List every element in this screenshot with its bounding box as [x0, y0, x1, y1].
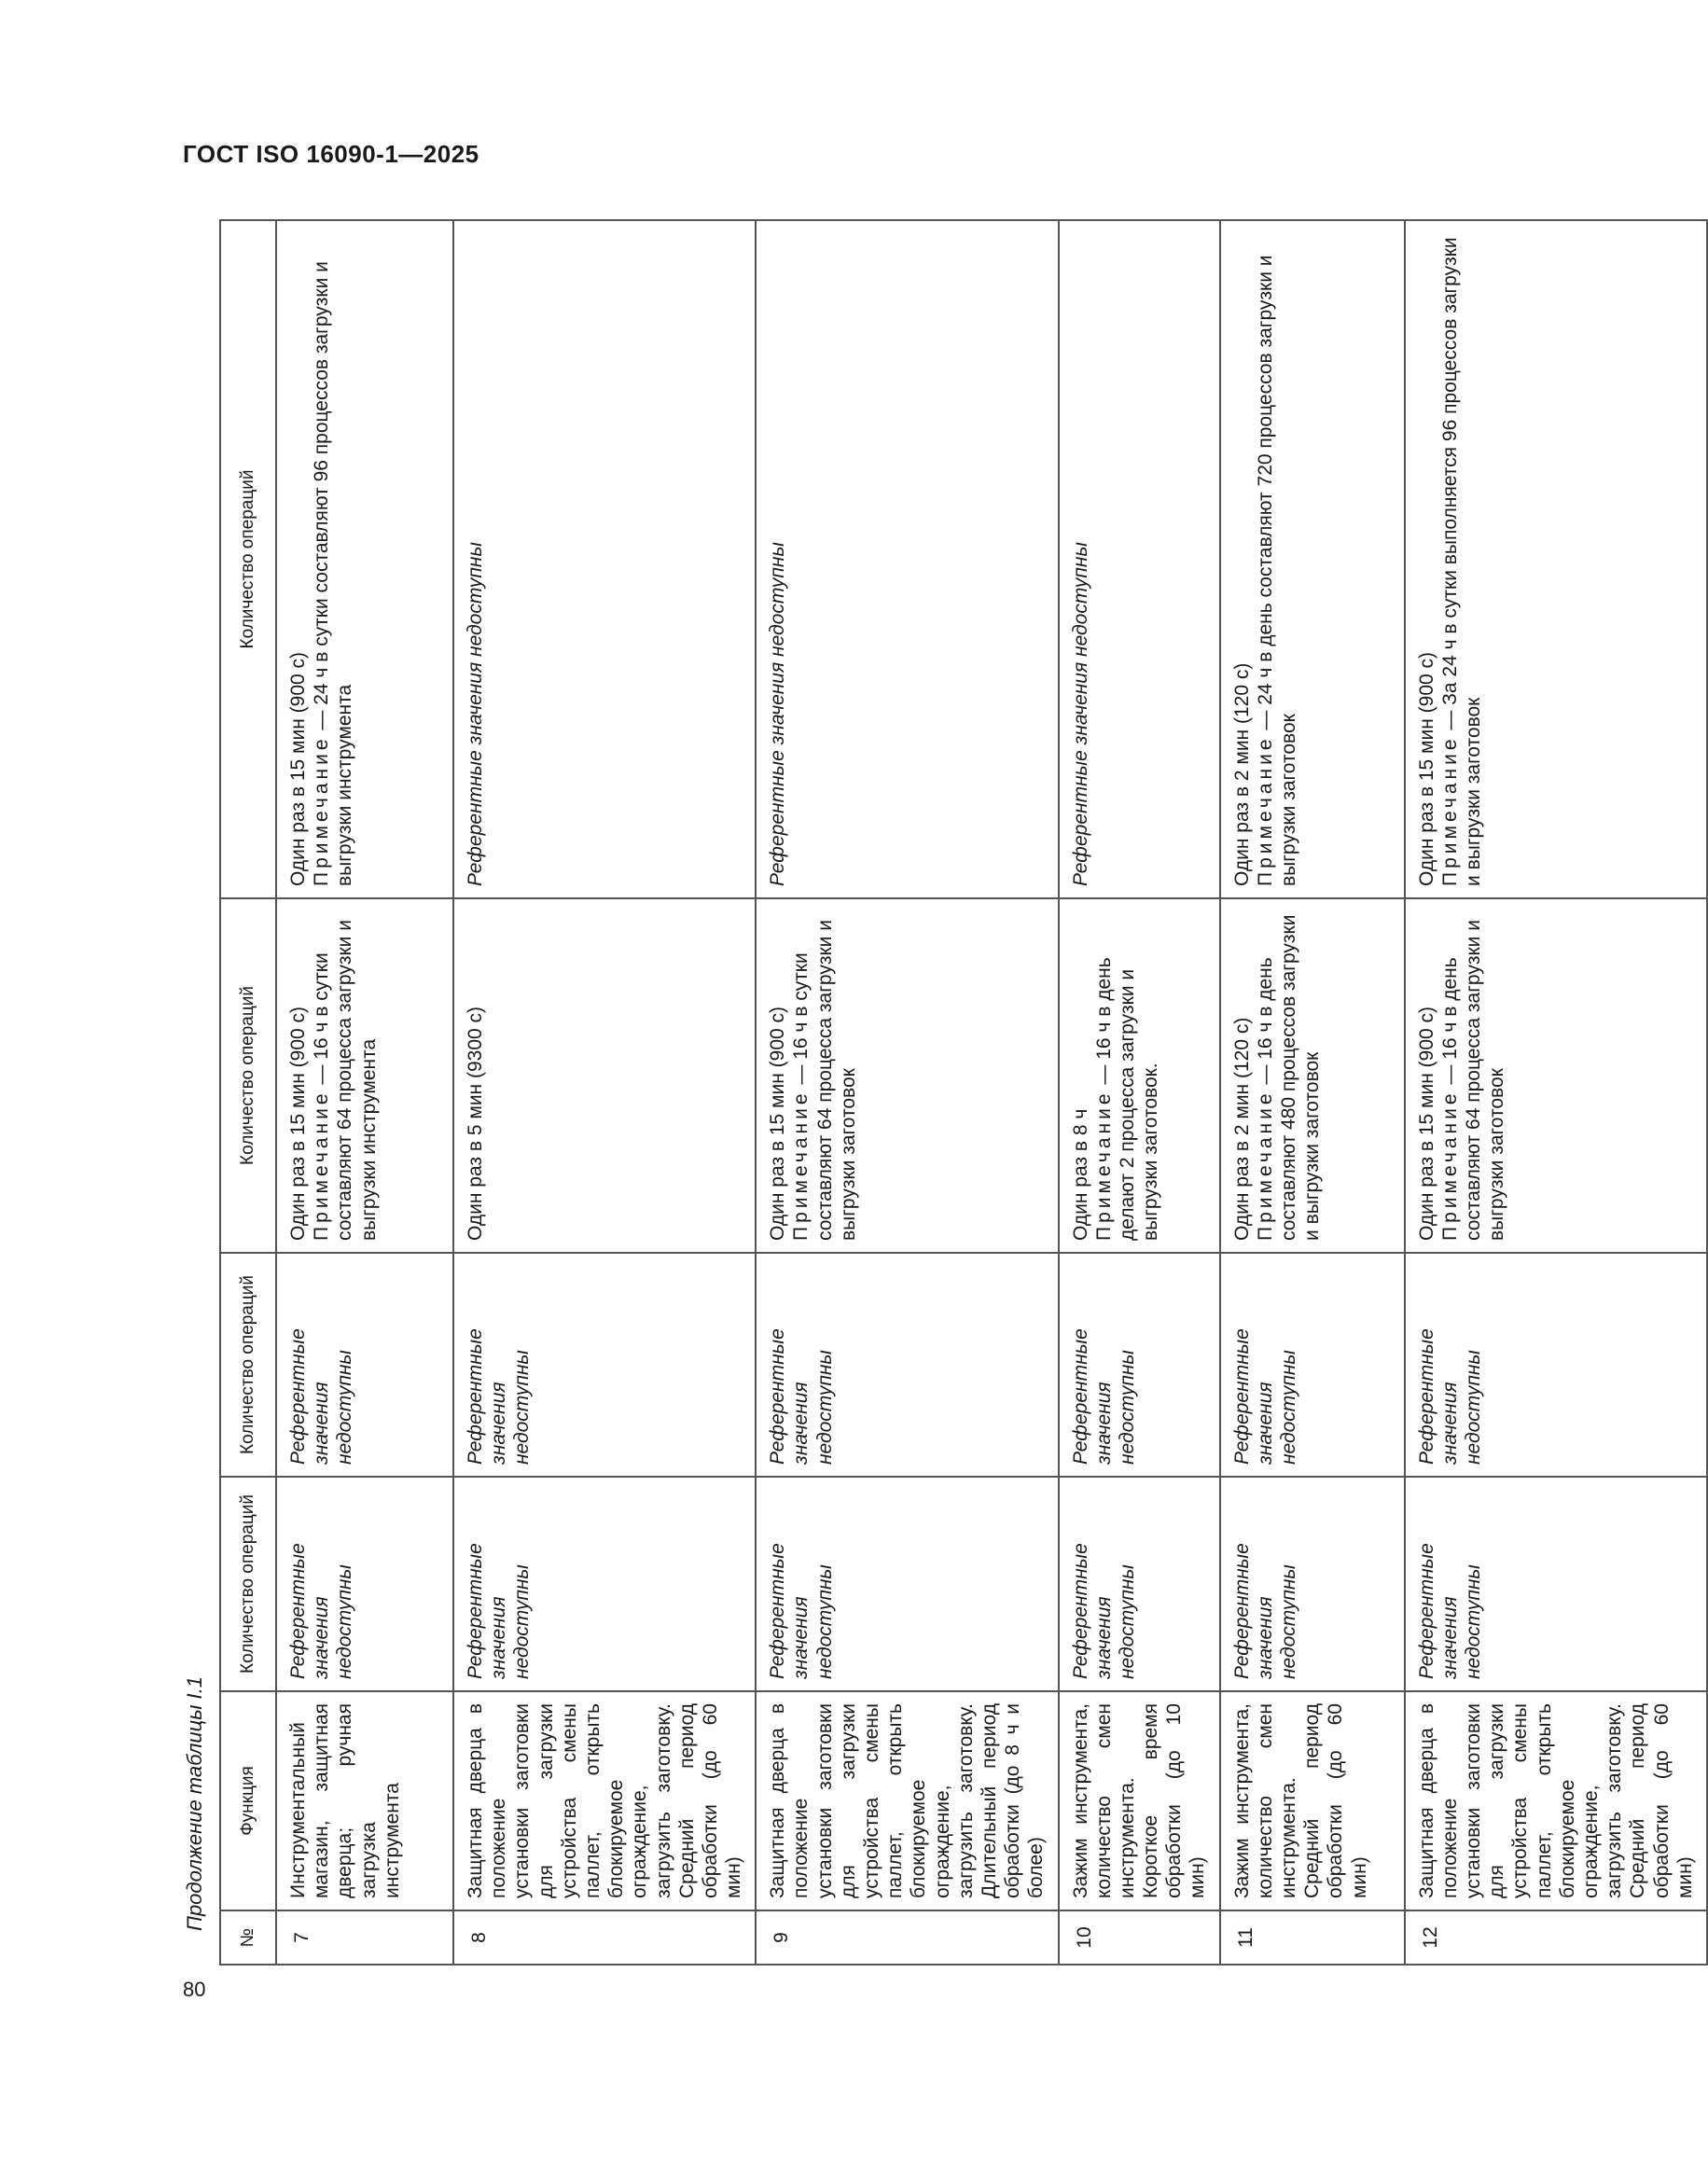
operations-cell-1-text: Референтные значения недоступны	[1415, 1543, 1484, 1679]
operations-cell-4-note	[310, 232, 356, 886]
operations-cell-3-note	[1092, 910, 1163, 1241]
operations-cell-3	[1059, 898, 1220, 1253]
row-number	[1405, 1910, 1707, 1965]
operations-cell-3	[1220, 898, 1405, 1253]
operations-cell-2-text: Референтные значения недоступны	[465, 1328, 534, 1465]
column-header-function: Функция	[220, 1691, 276, 1910]
row-number	[756, 1910, 1058, 1965]
operations-cell-4	[1220, 220, 1405, 898]
operations-cell-4-main: Один раз в 15 мин (900 с)	[287, 651, 309, 886]
note-text: — 16 ч в день делают 2 процесса загрузки и выгрузки заготовок.	[1092, 957, 1162, 1241]
data-table	[219, 219, 1708, 1966]
operations-cell-1	[1405, 1477, 1707, 1691]
table-container	[219, 221, 1696, 1966]
row-number	[276, 1910, 453, 1965]
function-cell	[1220, 1691, 1405, 1910]
operations-cell-4	[1059, 220, 1220, 898]
table-row	[1220, 220, 1405, 1965]
operations-cell-4	[453, 220, 756, 898]
row-number-text: 12	[1419, 1926, 1441, 1949]
operations-cell-3-main: Один раз в 15 мин (900 с)	[287, 1006, 309, 1241]
operations-cell-3	[1405, 898, 1707, 1253]
operations-cell-4-main: Референтные значения недоступны	[1069, 542, 1091, 886]
row-number	[453, 1910, 756, 1965]
note-text: — 24 ч в сутки составляют 96 процессов загрузки и выгрузки инструмента	[311, 261, 356, 886]
function-cell	[1059, 1691, 1220, 1910]
note-label: Примечание	[1092, 1090, 1115, 1241]
operations-cell-1	[1059, 1477, 1220, 1691]
table-header-row	[220, 220, 276, 1965]
operations-cell-4-main: Референтные значения недоступны	[767, 542, 789, 886]
operations-cell-1	[276, 1477, 453, 1691]
row-number-text: 10	[1073, 1926, 1095, 1949]
operations-cell-1-text: Референтные значения недоступны	[767, 1543, 836, 1679]
note-label: Примечание	[1438, 1090, 1461, 1241]
function-cell-text: Защитная дверца в положение установки заготовки для загрузки устройства смены паллет, открыть блокируемое ограждение, загрузить заготовку. Средний период обработки (до 60 мин)	[465, 1703, 745, 1898]
table-caption: Продолжение таблицы I.1	[183, 1676, 206, 1931]
note-text: — 24 ч в день составляют 720 процессов загрузки и выгрузки заготовок	[1254, 255, 1299, 886]
operations-cell-3-note	[789, 910, 860, 1241]
operations-cell-3-note	[310, 910, 381, 1241]
operations-cell-4	[1405, 220, 1707, 898]
column-header-operations-1: Количество операций	[220, 1477, 276, 1691]
table-row	[1059, 220, 1220, 1965]
operations-cell-3-note	[1254, 910, 1325, 1241]
note-label: Примечание	[1254, 1090, 1276, 1241]
operations-cell-3-main: Один раз в 15 мин (900 с)	[767, 1006, 789, 1241]
function-cell-text: Защитная дверца в положение установки заготовки для загрузки устройства смены паллет, открыть блокируемое ограждение, загрузить заготовку. Длительный период обработки (до 8 ч и более)	[767, 1703, 1048, 1898]
operations-cell-2-text: Референтные значения недоступны	[1230, 1328, 1299, 1465]
operations-cell-1	[756, 1477, 1058, 1691]
operations-cell-3	[453, 898, 756, 1253]
note-label: Примечание	[790, 1090, 812, 1241]
operations-cell-3-main: Один раз в 5 мин (9300 с)	[465, 1006, 486, 1241]
row-number-text: 11	[1234, 1927, 1257, 1948]
note-text: — 16 ч в сутки составляют 64 процесса загрузки и выгрузки заготовок	[790, 920, 859, 1241]
operations-cell-2	[1220, 1253, 1405, 1477]
operations-cell-3-note	[1438, 910, 1509, 1241]
operations-cell-4	[276, 220, 453, 898]
operations-cell-4	[756, 220, 1058, 898]
function-cell-text: Инструментальный магазин, защитная дверца; ручная загрузка инструмента	[287, 1703, 403, 1898]
note-label: Примечание	[1254, 735, 1276, 886]
column-header-operations-3: Количество операций	[220, 898, 276, 1253]
operations-cell-2-text: Референтные значения недоступны	[287, 1328, 356, 1465]
note-label: Примечание	[311, 735, 333, 886]
function-cell	[453, 1691, 756, 1910]
note-text: — 16 ч в сутки составляют 64 процесса загрузки и выгрузки инструмента	[311, 920, 380, 1241]
operations-cell-2	[1405, 1253, 1707, 1477]
row-number-text: 9	[771, 1932, 793, 1943]
function-cell	[276, 1691, 453, 1910]
note-text: — 16 ч в день составляют 64 процесса загрузки и выгрузки заготовок	[1438, 920, 1508, 1241]
operations-cell-1-text: Референтные значения недоступны	[287, 1543, 356, 1679]
note-text: — 16 ч в день составляют 480 процессов загрузки и выгрузки заготовок	[1254, 914, 1324, 1241]
operations-cell-2-text: Референтные значения недоступны	[1415, 1328, 1484, 1465]
operations-cell-2	[276, 1253, 453, 1477]
operations-cell-1	[453, 1477, 756, 1691]
column-header-operations-2: Количество операций	[220, 1253, 276, 1477]
operations-cell-2-text: Референтные значения недоступны	[1069, 1328, 1138, 1465]
row-number-text: 8	[468, 1932, 490, 1943]
operations-cell-1-text: Референтные значения недоступны	[1230, 1543, 1299, 1679]
table-row	[756, 220, 1058, 1965]
table-row	[1405, 220, 1707, 1965]
note-text: — За 24 ч в сутки выполняется 96 процессов загрузки и выгрузки заготовок	[1438, 237, 1484, 886]
page-number: 80	[183, 1978, 206, 2001]
table-row	[276, 220, 453, 1965]
operations-cell-3	[276, 898, 453, 1253]
operations-cell-3-main: Один раз в 2 мин (120 с)	[1230, 1017, 1253, 1241]
operations-cell-1-text: Референтные значения недоступны	[1069, 1543, 1138, 1679]
operations-cell-2-text: Референтные значения недоступны	[767, 1328, 836, 1465]
function-cell-text: Зажим инструмента, количество смен инструмента. Короткое время обработки (до 10 мин)	[1069, 1703, 1209, 1898]
function-cell-text: Защитная дверца в положение установки заготовки для загрузки устройства смены паллет, открыть блокируемое ограждение, загрузить заготовку. Средний период обработки (до 60 мин)	[1415, 1703, 1696, 1898]
note-label: Примечание	[311, 1090, 333, 1241]
operations-cell-3	[756, 898, 1058, 1253]
operations-cell-4-main: Один раз в 15 мин (900 с)	[1415, 651, 1437, 886]
operations-cell-4-main: Референтные значения недоступны	[465, 542, 486, 886]
function-cell	[756, 1691, 1058, 1910]
column-header-number: №	[220, 1910, 276, 1965]
operations-cell-2	[756, 1253, 1058, 1477]
row-number-text: 7	[291, 1932, 312, 1943]
operations-cell-3-main: Один раз в 15 мин (900 с)	[1415, 1006, 1437, 1241]
operations-cell-4-main: Один раз в 2 мин (120 с)	[1230, 662, 1253, 886]
operations-cell-3-main: Один раз в 8 ч	[1069, 1108, 1091, 1241]
column-header-operations-4: Количество операций	[220, 220, 276, 898]
row-number	[1220, 1910, 1405, 1965]
table-row	[453, 220, 756, 1965]
operations-cell-4-note	[1438, 232, 1485, 886]
operations-cell-1-text: Референтные значения недоступны	[465, 1543, 534, 1679]
operations-cell-2	[453, 1253, 756, 1477]
function-cell	[1405, 1691, 1707, 1910]
operations-cell-4-note	[1254, 232, 1300, 886]
function-cell-text: Зажим инструмента, количество смен инструмента. Средний период обработки (до 60 мин)	[1230, 1703, 1370, 1898]
operations-cell-1	[1220, 1477, 1405, 1691]
operations-cell-2	[1059, 1253, 1220, 1477]
row-number	[1059, 1910, 1220, 1965]
note-label: Примечание	[1438, 735, 1461, 886]
document-header: ГОСТ ISO 16090-1—2025	[183, 140, 479, 168]
